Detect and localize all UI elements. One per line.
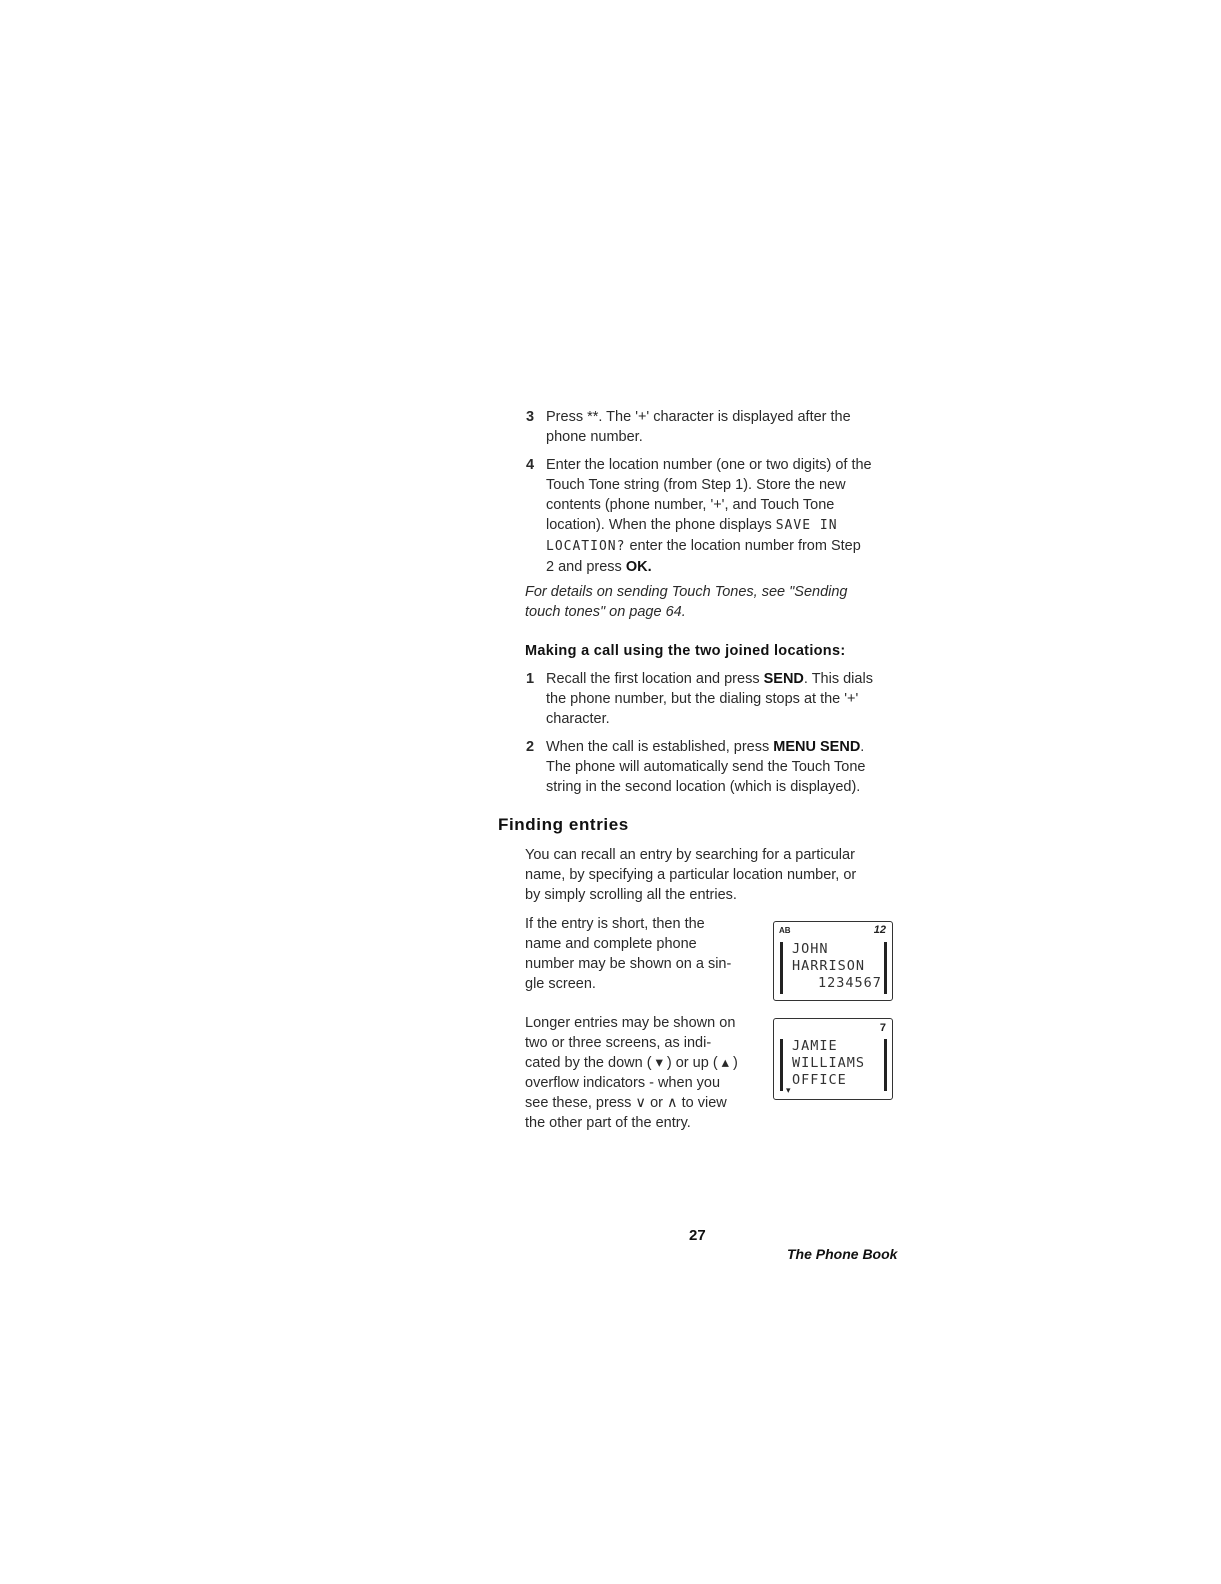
display-line-2: WILLIAMS [792, 1055, 866, 1071]
phone-display-short-entry [773, 921, 893, 1001]
battery-bar-icon [884, 1039, 887, 1091]
short-line-1: If the entry is short, then the [525, 916, 705, 932]
step-b-1-line-1 [546, 669, 896, 689]
signal-bar-icon [780, 942, 783, 994]
short-line-2: name and complete phone [525, 936, 697, 952]
step-b-1-post: . This dials [803, 671, 873, 687]
step-b-2-pre: When the call is established, press [546, 739, 774, 755]
step-b-2-line-2: The phone will automatically send the Touch Tone [546, 759, 866, 775]
step-number: 2 [526, 739, 535, 755]
step-b-2-line-1 [546, 737, 896, 757]
display-text-location: LOCATION? [546, 539, 626, 554]
intro-line-2: name, by specifying a particular location number, or [525, 867, 857, 883]
signal-bar-icon [780, 1039, 783, 1091]
chapter-title: The Phone Book [787, 1246, 898, 1262]
short-line-4: gle screen. [525, 976, 596, 992]
display-text-save-in: SAVE IN [775, 518, 838, 533]
short-entry-paragraph [525, 914, 760, 994]
step-4-line-5-text: enter the location number from Step [629, 538, 861, 554]
long-entry-paragraph [525, 1013, 765, 1133]
menu-send-key-label: MENU SEND [773, 739, 861, 755]
display-line-3: OFFICE [792, 1072, 847, 1088]
abc-mode-indicator: AB [779, 926, 791, 935]
short-line-3: number may be shown on a sin- [525, 956, 732, 972]
step-number: 3 [526, 409, 535, 425]
long-line-4: overflow indicators - when you [525, 1075, 721, 1091]
display-line-3: 1234567 [818, 975, 882, 991]
intro-line-3: by simply scrolling all the entries. [525, 887, 737, 903]
phone-display-long-entry [773, 1018, 893, 1100]
display-line-1: JAMIE [792, 1038, 838, 1054]
long-line-5: see these, press ∨ or ∧ to view [525, 1095, 727, 1111]
note-line-2: touch tones" on page 64. [525, 604, 686, 620]
location-number: 12 [873, 924, 886, 936]
step-3-line-1: Press **. The '+' character is displayed after the [546, 409, 851, 425]
page-number: 27 [689, 1227, 706, 1244]
intro-paragraph [525, 845, 905, 905]
long-line-1: Longer entries may be shown on [525, 1015, 736, 1031]
step-3-line-2: phone number. [546, 429, 643, 445]
subheading: Making a call using the two joined locations: [525, 643, 846, 659]
step-number: 1 [526, 671, 535, 687]
step-b-2-line-3: string in the second location (which is displayed). [546, 779, 861, 795]
step-4-line-3: contents (phone number, '+', and Touch Tone [546, 497, 835, 513]
step-b-1-pre: Recall the first location and press [546, 671, 764, 687]
step-4-line-4 [546, 515, 896, 536]
intro-line-1: You can recall an entry by searching for a particular [525, 847, 855, 863]
long-line-2: two or three screens, as indi- [525, 1035, 712, 1051]
step-4-line-2: Touch Tone string (from Step 1). Store the new [546, 477, 846, 493]
cross-reference-note [525, 582, 905, 622]
long-line-6: the other part of the entry. [525, 1115, 691, 1131]
step-4-line-4-text: location). When the phone displays [546, 517, 772, 533]
step-b-1-line-3: character. [546, 711, 610, 727]
display-line-2: HARRISON [792, 958, 866, 974]
section-title: Finding entries [498, 815, 629, 834]
step-4-line-6 [546, 557, 896, 577]
step-b-1-line-2: the phone number, but the dialing stops at the '+' [546, 691, 859, 707]
send-key-label: SEND [763, 671, 804, 687]
down-overflow-indicator-icon: ▾ [786, 1085, 791, 1095]
step-4-line-6-text: 2 and press [546, 559, 622, 575]
ok-key-label: OK. [625, 559, 652, 575]
step-b-2-post: . [860, 739, 865, 755]
display-line-1: JOHN [792, 941, 829, 957]
step-4-line-5 [546, 536, 896, 557]
long-line-3: cated by the down ( ▾ ) or up ( ▴ ) [525, 1055, 738, 1071]
note-line-1: For details on sending Touch Tones, see "Sending [525, 584, 848, 600]
step-number: 4 [526, 457, 535, 473]
location-number: 7 [879, 1022, 886, 1034]
step-4-line-1: Enter the location number (one or two digits) of the [546, 457, 872, 473]
battery-bar-icon [884, 942, 887, 994]
